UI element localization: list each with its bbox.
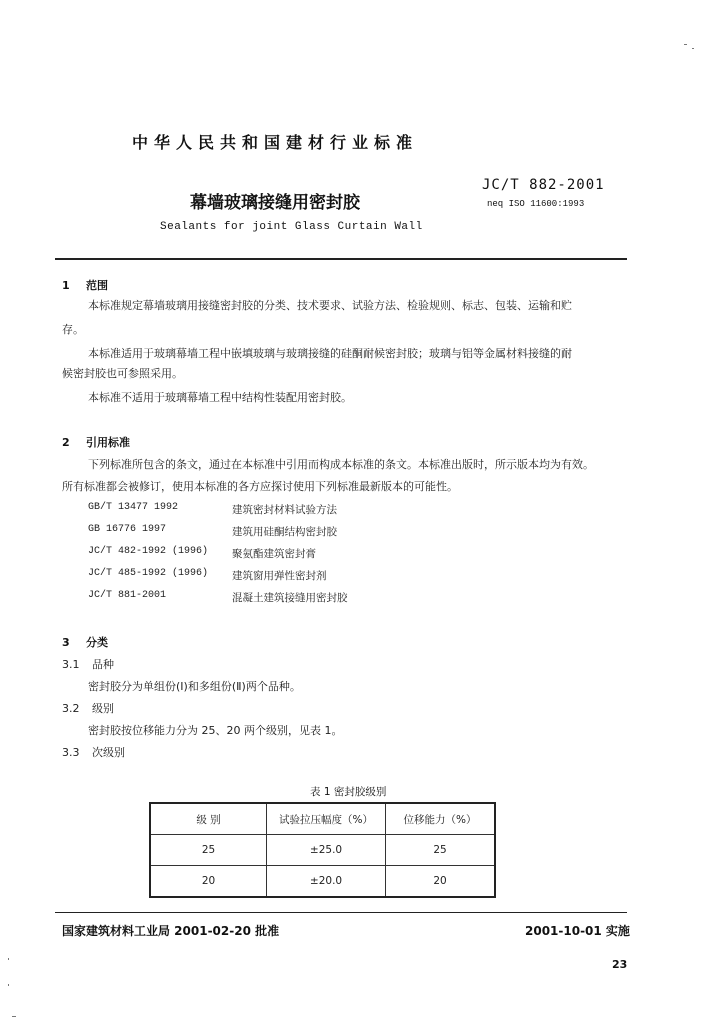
section-1-heading: [62, 277, 108, 293]
document-title-zh: 幕墙玻璃接缝用密封胶: [190, 193, 360, 213]
paragraph: 密封胶分为单组份(Ⅰ)和多组份(Ⅱ)两个品种。: [88, 680, 301, 693]
scan-speck: [684, 44, 687, 45]
approval-note: 国家建筑材料工业局 2001-02-20 批准: [62, 924, 280, 938]
paragraph: 下列标准所包含的条文，通过在本标准中引用而构成本标准的条文。本标准出版时，所示版本均为有效。: [88, 458, 594, 471]
paragraph: 密封胶按位移能力分为 25、20 两个级别，见表 1。: [88, 724, 343, 737]
reference-code: JC/T 482-1992 (1996): [88, 546, 209, 557]
subsection-number: 3.1: [62, 658, 80, 671]
section-number: 1: [62, 279, 70, 292]
column-header: 级 别: [150, 803, 267, 835]
issuing-body-title: 中华人民共和国建材行业标准: [132, 133, 419, 152]
paragraph-continuation: 存。: [62, 323, 84, 336]
table-cell: 20: [150, 866, 267, 898]
reference-code: JC/T 485-1992 (1996): [88, 568, 209, 579]
subsection-3-1-heading: [62, 656, 114, 672]
subsection-number: 3.2: [62, 702, 80, 715]
table-caption: 表 1 密封胶级别: [310, 786, 387, 798]
table-cell: 20: [386, 866, 496, 898]
column-header: 位移能力（%）: [386, 803, 496, 835]
paragraph: 本标准规定幕墙玻璃用接缝密封胶的分类、技术要求、试验方法、检验规则、标志、包装、运输和贮: [88, 299, 572, 312]
section-3-heading: [62, 634, 108, 650]
subsection-3-2-heading: [62, 700, 114, 716]
subsection-3-3-heading: [62, 744, 125, 760]
scan-speck: [692, 48, 694, 49]
table-cell: 25: [150, 835, 267, 866]
footer-divider: [55, 912, 627, 913]
section-2-heading: [62, 434, 130, 450]
section-title: 引用标准: [86, 436, 130, 449]
paragraph-continuation: 所有标准都会被修订，使用本标准的各方应探讨使用下列标准最新版本的可能性。: [62, 480, 458, 493]
scan-speck: [8, 958, 9, 960]
document-title-en: Sealants for joint Glass Curtain Wall: [160, 221, 423, 233]
table-row: [150, 866, 495, 898]
table-row: [150, 835, 495, 866]
section-title: 范围: [86, 279, 108, 292]
reference-title: 聚氨酯建筑密封膏: [232, 548, 316, 560]
header-divider: [55, 258, 627, 260]
page-number: 23: [612, 958, 628, 971]
subsection-title: 品种: [92, 658, 114, 671]
subsection-title: 次级别: [92, 746, 125, 759]
standard-equivalence: neq ISO 11600:1993: [487, 199, 585, 209]
scan-speck: [12, 1016, 16, 1017]
reference-title: 建筑密封材料试验方法: [232, 504, 337, 516]
paragraph: 本标准不适用于玻璃幕墙工程中结构性装配用密封胶。: [88, 391, 352, 404]
subsection-title: 级别: [92, 702, 114, 715]
table-cell: 25: [386, 835, 496, 866]
standard-code: JC/T 882-2001: [482, 177, 605, 193]
reference-title: 建筑用硅酮结构密封胶: [232, 526, 337, 538]
table-header-row: [150, 803, 495, 835]
section-title: 分类: [86, 636, 108, 649]
column-header: 试验拉压幅度（%）: [267, 803, 386, 835]
reference-code: GB/T 13477 1992: [88, 502, 179, 513]
reference-title: 建筑窗用弹性密封剂: [232, 570, 327, 582]
reference-code: GB 16776 1997: [88, 524, 167, 535]
reference-title: 混凝土建筑接缝用密封胶: [232, 592, 348, 604]
section-number: 3: [62, 636, 70, 649]
reference-code: JC/T 881-2001: [88, 590, 167, 601]
scan-speck: [8, 984, 9, 986]
subsection-number: 3.3: [62, 746, 80, 759]
paragraph-continuation: 候密封胶也可参照采用。: [62, 367, 183, 380]
paragraph: 本标准适用于玻璃幕墙工程中嵌填玻璃与玻璃接缝的硅酮耐候密封胶；玻璃与铝等金属材料接缝的耐: [88, 347, 572, 360]
grade-table: [149, 802, 496, 898]
implementation-date: 2001-10-01 实施: [525, 924, 630, 938]
table-cell: ±20.0: [267, 866, 386, 898]
section-number: 2: [62, 436, 70, 449]
table-cell: ±25.0: [267, 835, 386, 866]
